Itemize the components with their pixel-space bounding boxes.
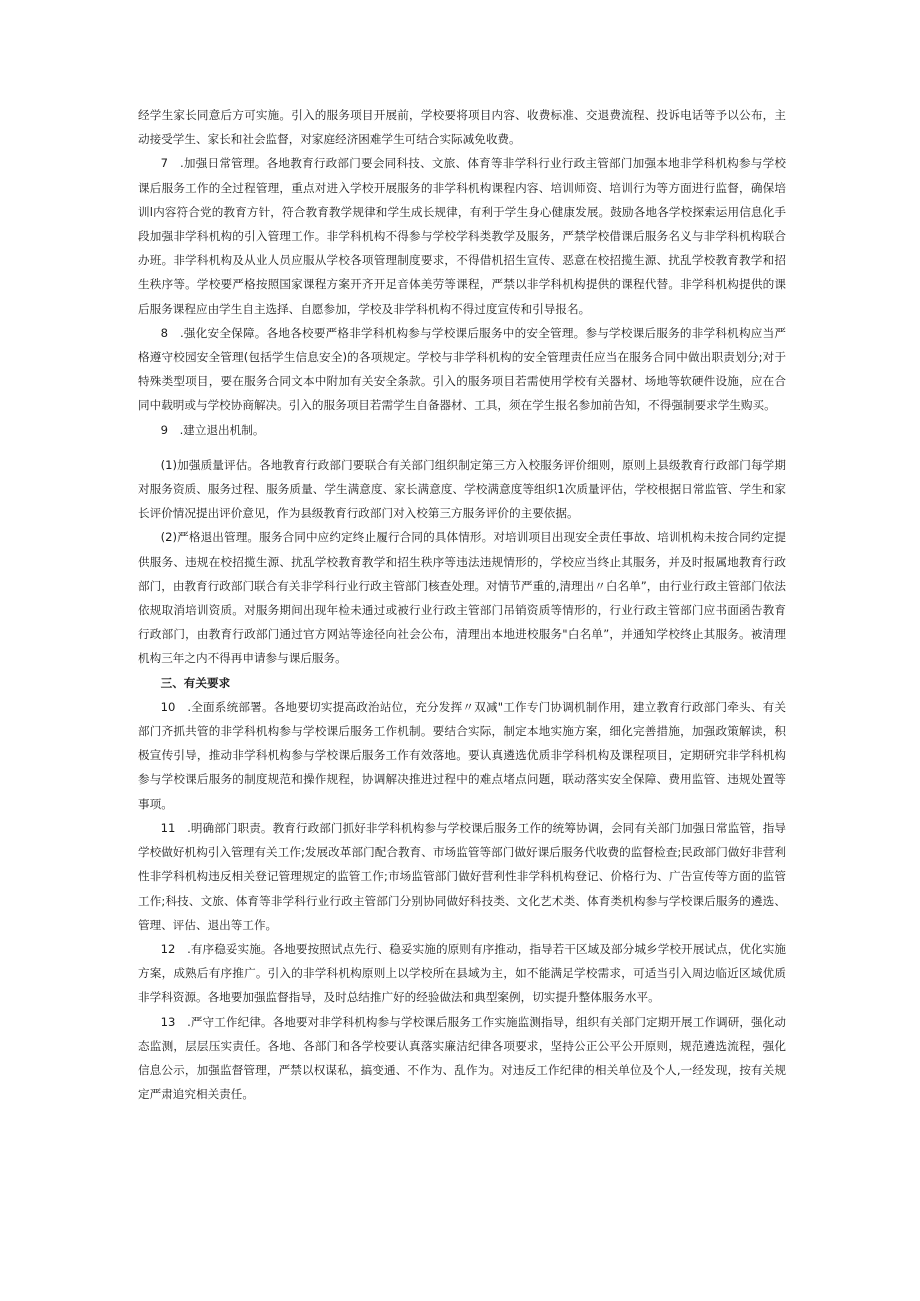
paragraph-item-11: 11 .明确部门职责。教育行政部门抓好非学科机构参与学校课后服务工作的统筹协调，会同有关部门加强日常监管，指导学校做好机构引入管理有关工作;发展改革部门配合教育、市场监管等部门做好课后服务代收费的监督检查;民政部门做好非营利性非学科机构违反相关登记管理规定的监管工作;市场监管部门做好营利性非学科机构登记、价格行为、广告宣传等方面的监管工作;科技、文旅、体育等非学科行业行政主管部门分别协同做好科技类、文化艺术类、体育类机构参与学校课后服务的遴选、管理、评估、退出等工作。 [138,820,786,932]
paragraph-item-9-1: (1)加强质量评估。各地教育行政部门要联合有关部门组织制定第三方入校服务评价细则，原则上县级教育行政部门每学期对服务资质、服务过程、服务质量、学生满意度、家长满意度、学校满意度等组织1次质量评估，学校根据日常监管、学生和家长评价情况提出评价意见，作为县级教育行政部门对入校第三方服务评价的主要依据。 [138,457,786,521]
section-heading-requirements: 三、有关要求 [160,675,231,690]
paragraph-fee-disclosure: 经学生家长同意后方可实施。引入的服务项目开展前，学校要将项目内容、收费标准、交退费流程、投诉电话等予以公布，主动接受学生、家长和社会监督，对家庭经济困难学生可结合实际减免收费。 [138,108,786,147]
paragraph-item-9-2: (2)严格退出管理。服务合同中应约定终止履行合同的具体情形。对培训项目出现安全责任事故、培训机构未按合同约定提供服务、违规在校招揽生源、扰乱学校教育教学和招生秩序等违法违规情形的，学校应当终止其服务，并及时报属地教育行政部门，由教育行政部门联合有关非学科行业行政主管部门核查处理。对情节严重的,清理出〃白名单”，由行业行政主管部门依法依规取消培训资质。对服务期间出现年检未通过或被行业行政主管部门吊销资质等情形的，行业行政主管部门应书面函告教育行政部门，由教育行政部门通过官方网站等途径向社会公布，清理出本地进校服务"白名单”，并通知学校终止其服务。被清理机构三年之内不得再申请参与课后服务。 [138,530,786,666]
paragraph-item-9: 9 .建立退出机制。 [160,422,265,437]
paragraph-item-13: 13 .严守工作纪律。各地要对非学科机构参与学校课后服务工作实施监测指导，组织有关部门定期开展工作调研，强化动态监测，层层压实责任。各地、各部门和各学校要认真落实廉洁纪律各项要求，坚持公正公平公开原则，规范遴选流程，强化信息公示，加强监督管理，严禁以权谋私，搞变通、不作为、乱作为。对违反工作纪律的相关单位及个人,一经发现，按有关规定严肃追究相关责任。 [138,1014,786,1102]
paragraph-item-7: 7 .加强日常管理。各地教育行政部门要会同科技、文旅、体育等非学科行业行政主管部门加强本地非学科机构参与学校课后服务工作的全过程管理，重点对进入学校开展服务的非学科机构课程内容、培训师资、培训行为等方面进行监督，确保培训l内容符合党的教育方针，符合教育教学规律和学生成长规律，有利于学生身心健康发展。鼓励各地各学校探索运用信息化手段加强非学科机构的引入管理工作。非学科机构不得参与学校学科类教学及服务，严禁学校借课后服务名义与非学科机构联合办班。非学科机构及从业人员应服从学校各项管理制度要求，不得借机招生宣传、恶意在校招揽生源、扰乱学校教育教学和招生秩序等。学校要严格按照国家课程方案开齐开足音体美劳等课程，严禁以非学科机构提供的课程代替。非学科机构提供的课后服务课程应由学生自主选择、自愿参加，学校及非学科机构不得过度宣传和引导报名。 [138,156,786,316]
paragraph-item-12: 12 .有序稳妥实施。各地要按照试点先行、稳妥实施的原则有序推动，指导若干区域及部分城乡学校开展试点，优化实施方案，成熟后有序推广。引入的非学科机构原则上以学校所在县域为主，如不能满足学校需求，可适当引入周边临近区域优质非学科资源。各地要加强监督指导，及时总结推广好的经验做法和典型案例，切实提升整体服务水平。 [138,941,786,1005]
document-body [138,103,786,1106]
paragraph-item-10: 10 .全面系统部署。各地要切实提高政治站位，充分发挥〃双减"工作专门协调机制作用，建立教育行政部门牵头、有关部门齐抓共管的非学科机构参与学校课后服务工作机制。要结合实际，制定本地实施方案，细化完善措施，加强政策解读，积极宣传引导，推动非学科机构参与学校课后服务工作有效落地。要认真遴选优质非学科机构及课程项目，定期研究非学科机构参与学校课后服务的制度规范和操作规程，协调解决推进过程中的难点堵点问题，联动落实安全保障、费用监管、违规处置等事项。 [138,699,786,811]
paragraph-item-8: 8 .强化安全保障。各地各校要严格非学科机构参与学校课后服务中的安全管理。参与学校课后服务的非学科机构应当严格遵守校园安全管理(包括学生信息安全)的各项规定。学校与非学科机构的安全管理责任应当在服务合同中做出职责划分;对于特殊类型项目，要在服务合同文本中附加有关安全条款。引入的服务项目若需使用学校有关器材、场地等软硬件设施，应在合同中载明或与学校协商解决。引入的服务项目若需学生自备器材、工具，须在学生报名参加前告知，不得强制要求学生购买。 [138,325,786,413]
